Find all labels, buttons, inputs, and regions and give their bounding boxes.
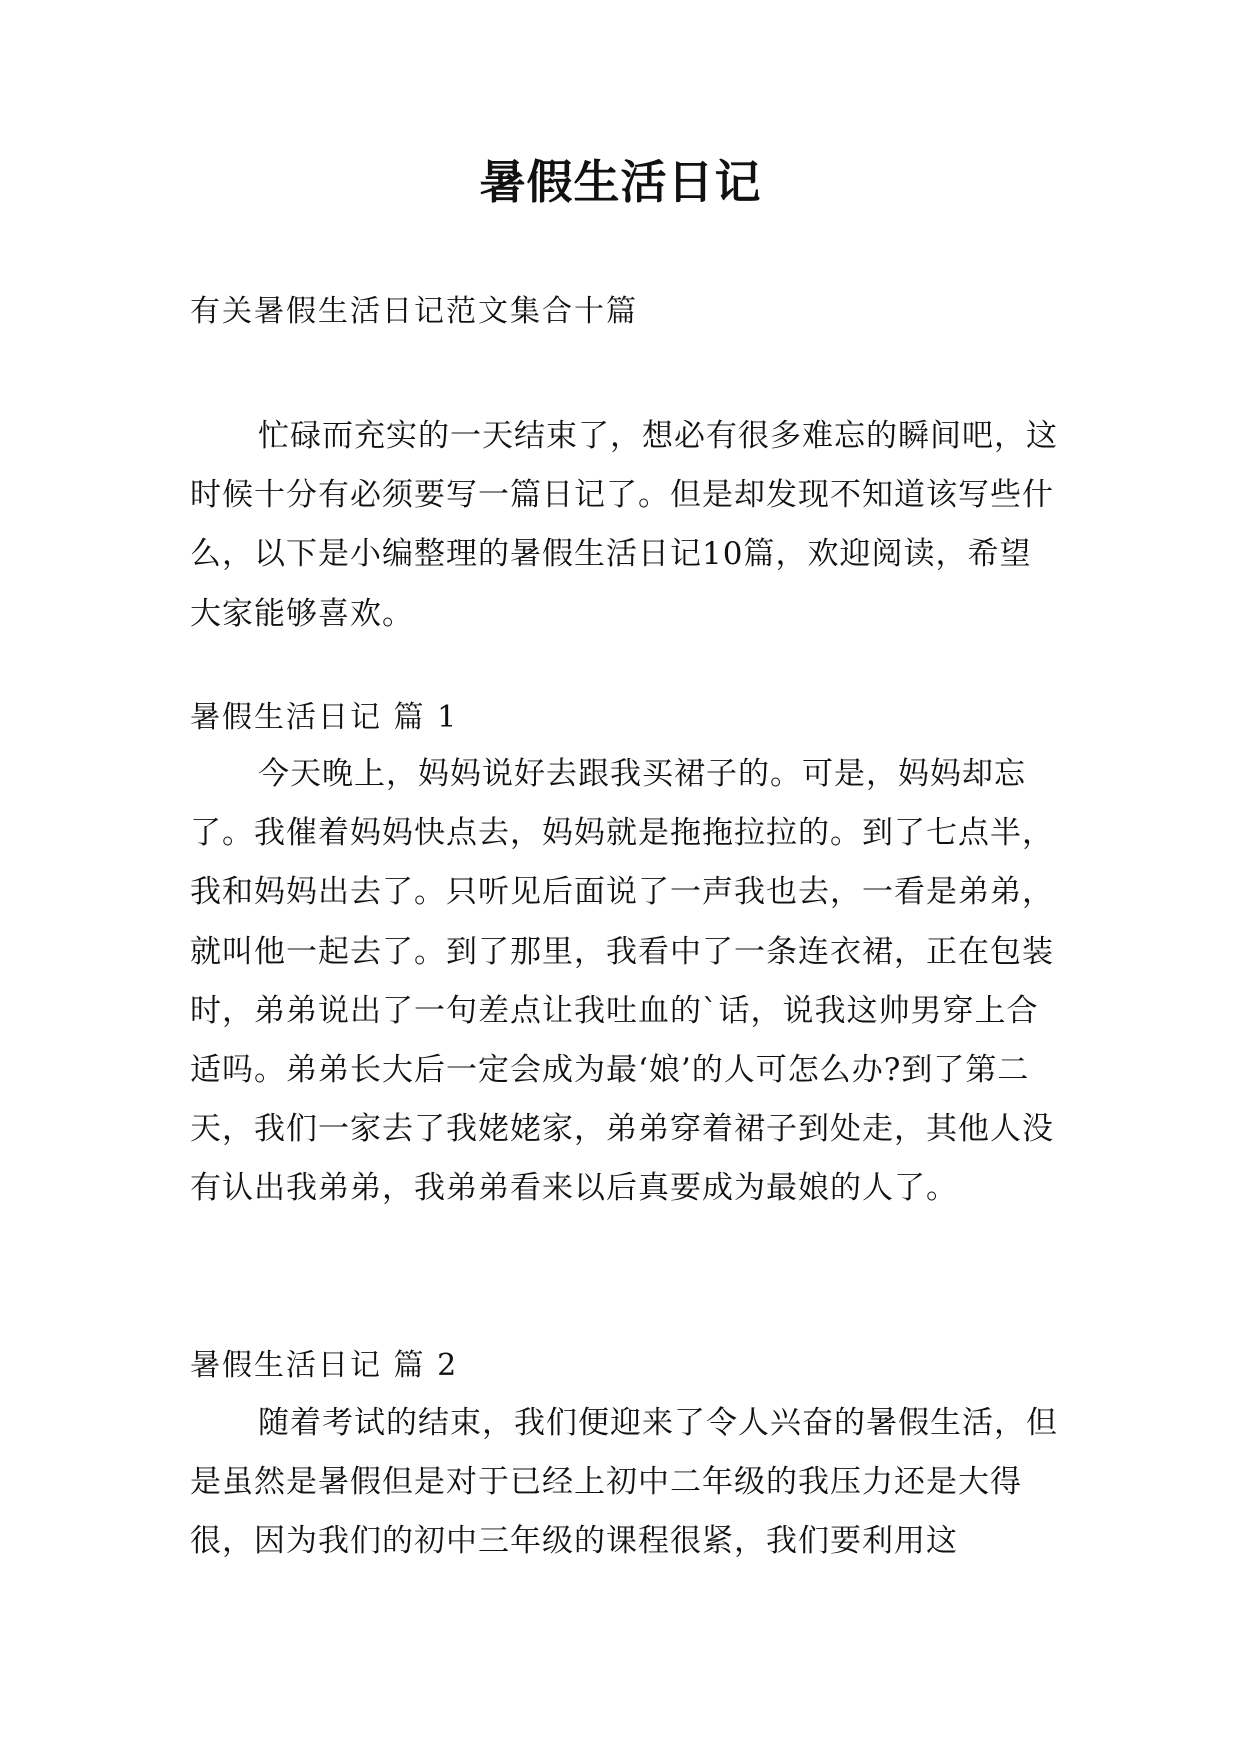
section-heading-2: 暑假生活日记 篇 2: [190, 1348, 459, 1383]
section-body-1: 今天晚上，妈妈说好去跟我买裙子的。可是，妈妈却忘了。我催着妈妈快点去，妈妈就是拖拖拉拉的。到了七点半，我和妈妈出去了。只听见后面说了一声我也去，一看是弟弟，就叫他一起去了。到了那里，我看中了一条连衣裙，正在包装时，弟弟说出了一句差点让我吐血的`话，说我这帅男穿上合适吗。弟弟长大后一定会成为最‘娘’的人可怎么办?到了第二天，我们一家去了我姥姥家，弟弟穿着裙子到处走，其他人没有认出我弟弟，我弟弟看来以后真要成为最娘的人了。: [190, 756, 1054, 1207]
intro-paragraph: 忙碌而充实的一天结束了，想必有很多难忘的瞬间吧，这时候十分有必须要写一篇日记了。但是却发现不知道该写些什么，以下是小编整理的暑假生活日记10篇，欢迎阅读，希望大家能够喜欢。: [190, 418, 1058, 632]
document-subtitle: 有关暑假生活日记范文集合十篇: [190, 294, 638, 329]
document-title: 暑假生活日记: [479, 155, 762, 209]
section-heading-1: 暑假生活日记 篇 1: [190, 700, 459, 735]
section-body-2: 随着考试的结束，我们便迎来了令人兴奋的暑假生活，但是虽然是暑假但是对于已经上初中二年级的我压力还是大得很，因为我们的初中三年级的课程很紧，我们要利用这: [190, 1405, 1058, 1560]
